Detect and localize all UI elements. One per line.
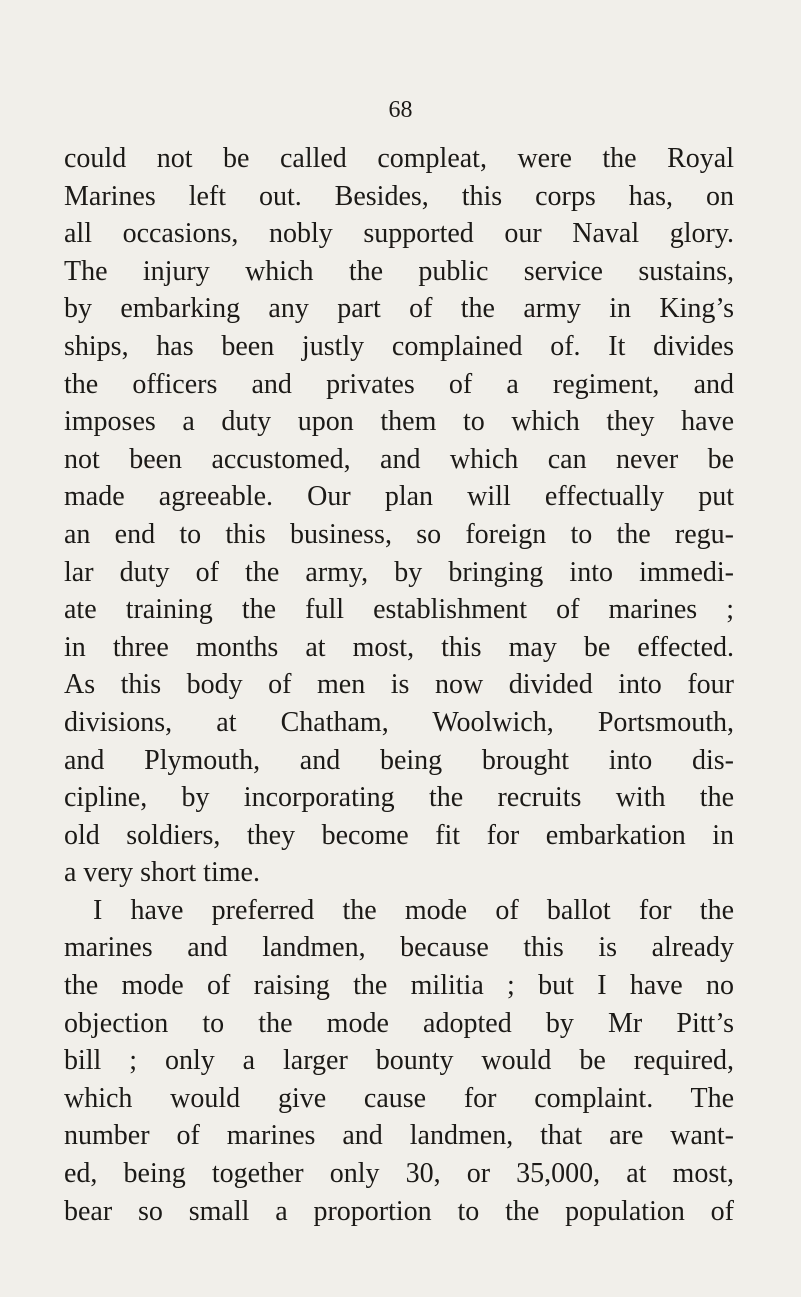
text-line: all occasions, nobly supported our Naval glory. <box>64 218 734 250</box>
text-line: lar duty of the army, by bringing into immedi- <box>64 556 734 588</box>
text-line: by embarking any part of the army in King’s <box>64 293 734 325</box>
text-line: old soldiers, they become fit for embarkation in <box>64 819 734 851</box>
text-line: the officers and privates of a regiment, and <box>64 368 734 400</box>
text-line: As this body of men is now divided into four <box>64 669 734 701</box>
text-line: The injury which the public service sustains, <box>64 255 734 287</box>
body-text <box>64 140 734 1230</box>
text-line: bill ; only a larger bounty would be required, <box>64 1045 734 1077</box>
text-line: and Plymouth, and being brought into dis- <box>64 744 734 776</box>
text-line: ed, being together only 30, or 35,000, at most, <box>64 1158 734 1190</box>
text-line: which would give cause for complaint. The <box>64 1082 734 1114</box>
text-line: number of marines and landmen, that are want- <box>64 1120 734 1152</box>
text-line: Marines left out. Besides, this corps has, on <box>64 180 734 212</box>
text-line: ate training the full establishment of marines ; <box>64 594 734 626</box>
text-line: bear so small a proportion to the population of <box>64 1195 734 1227</box>
text-line: not been accustomed, and which can never be <box>64 443 734 475</box>
text-line: imposes a duty upon them to which they have <box>64 406 734 438</box>
text-line: divisions, at Chatham, Woolwich, Portsmouth, <box>64 706 734 738</box>
paragraph-start-line: I have preferred the mode of ballot for the <box>93 894 734 926</box>
text-line: made agreeable. Our plan will effectually put <box>64 481 734 513</box>
page-number: 68 <box>388 97 413 123</box>
text-line: the mode of raising the militia ; but I have no <box>64 970 734 1002</box>
text-line: marines and landmen, because this is already <box>64 932 734 964</box>
paragraph-end-line: a very short time. <box>64 857 260 889</box>
text-line: objection to the mode adopted by Mr Pitt’s <box>64 1007 734 1039</box>
text-line: cipline, by incorporating the recruits with the <box>64 782 734 814</box>
text-line: ships, has been justly complained of. It divides <box>64 330 734 362</box>
text-line: in three months at most, this may be effected. <box>64 631 734 663</box>
text-line: an end to this business, so foreign to the regu- <box>64 518 734 550</box>
text-line: could not be called compleat, were the Royal <box>64 143 734 174</box>
